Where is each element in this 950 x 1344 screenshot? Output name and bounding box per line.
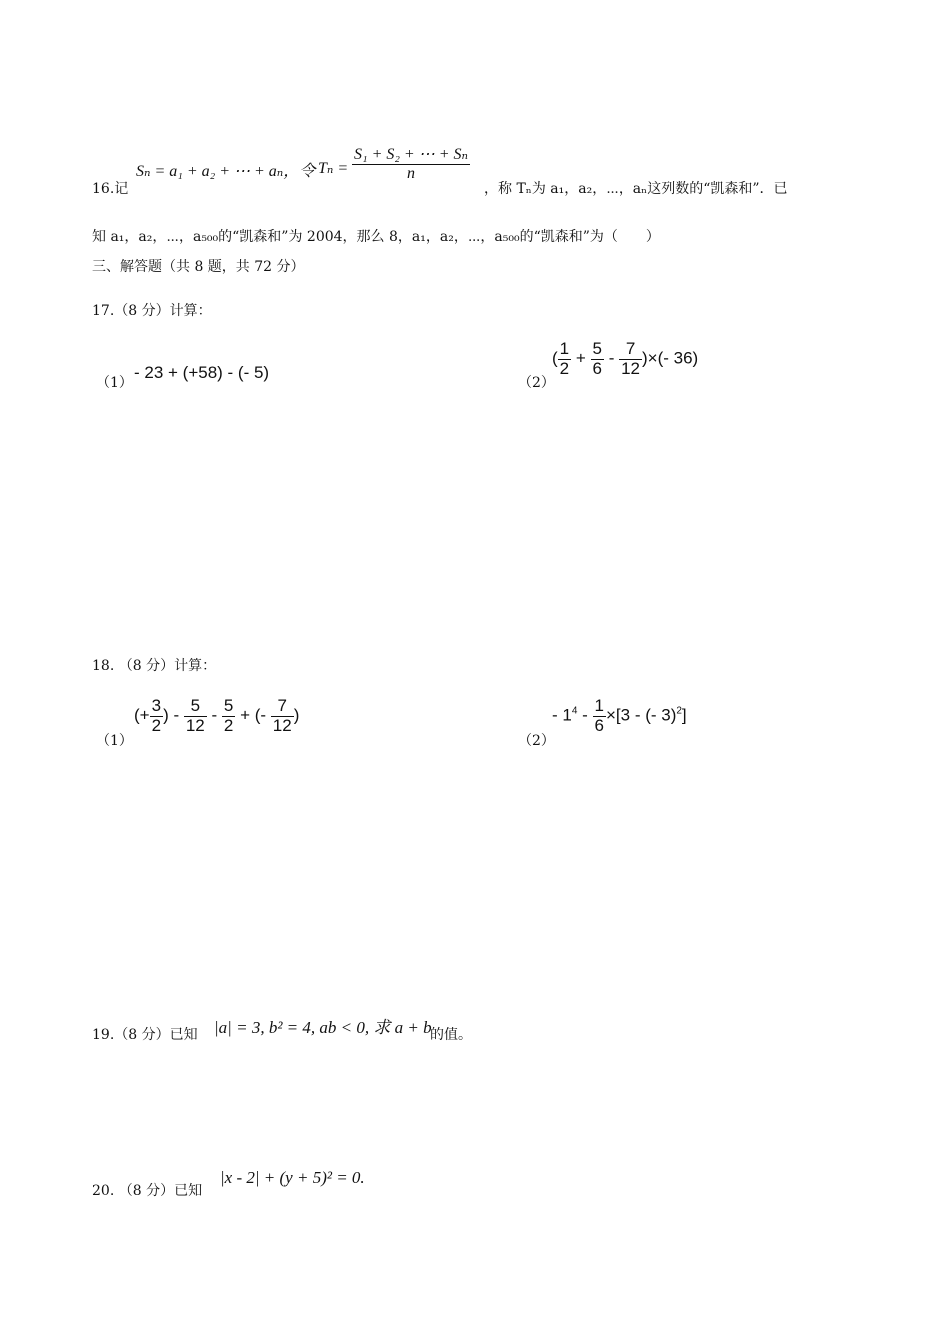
q16-number: 16.记 — [92, 181, 129, 197]
q17-part1-label: （1） — [96, 375, 133, 391]
fraction: $\frac{5}{2}$ — [223, 696, 234, 735]
q16-t-denominator: n — [407, 165, 415, 182]
q19-suffix: 的值。 — [430, 1027, 472, 1043]
q16-t-label: Tₙ = — [318, 160, 349, 177]
q17-part2-tail: )×(- 36) — [642, 348, 699, 368]
q18-part1-label: （1） — [96, 733, 133, 749]
q20-prefix: 20. （8 分）已知 — [92, 1183, 203, 1199]
fraction: $\frac{7}{12}$ — [272, 696, 292, 735]
fraction: $\frac{1}{2}$ — [559, 339, 570, 378]
q19-condition: |a| = 3, b² = 4, ab < 0, 求 a + b — [214, 1018, 432, 1037]
q18-part2-label: （2） — [518, 733, 555, 749]
q18-part1-expression: (+ $\frac{3}{2}$ ) - $\frac{5}{12}$ - $\frac{5}{2}$ + (- $\frac{7}{12}$ ) — [134, 696, 300, 735]
q16-t-fraction — [352, 144, 470, 183]
q16-formula-s: Sₙ = a₁ + a₂ + ⋯ + aₙ，令 — [136, 163, 316, 180]
fraction: $\frac{5}{12}$ — [185, 696, 205, 735]
q17-part2-label: （2） — [518, 375, 555, 391]
fraction: $\frac{5}{6}$ — [592, 339, 602, 378]
fraction: $\frac{1}{6}$ — [594, 696, 604, 735]
q16-line2: 知 a₁，a₂，⋯，a₅₀₀的“凯森和”为 2004，那么 8，a₁，a₂，⋯，a₅₀₀的“凯森和”为（ ） — [92, 229, 660, 245]
section-3-title: 三、解答题（共 8 题，共 72 分） — [92, 259, 305, 275]
fraction: $\frac{7}{12}$ — [621, 339, 641, 378]
q18-heading: 18. （8 分）计算： — [92, 658, 217, 674]
q17-part1-expression: - 23 + (+58) - (- 5) — [134, 363, 270, 382]
q18-part2-expression: - $1^4$ - $\frac{1}{6}$ ×[3 - (- 3)$^2$] — [552, 696, 687, 735]
q20-condition: |x - 2| + (y + 5)² = 0. — [220, 1168, 365, 1187]
q19-prefix: 19.（8 分）已知 — [92, 1027, 198, 1043]
q16-line1-tail: ，称 Tₙ为 a₁，a₂，⋯，aₙ这列数的“凯森和”．已 — [484, 181, 788, 197]
q16-t-numerator: S₁ + S₂ + ⋯ + Sₙ — [354, 146, 468, 163]
q17-part2-expression: ( $\frac{1}{2}$ + $\frac{5}{6}$ - $\frac{7}{12}$ )×(- 36) — [552, 339, 699, 378]
q17-heading: 17.（8 分）计算： — [92, 303, 212, 319]
fraction: $\frac{3}{2}$ — [151, 696, 162, 735]
